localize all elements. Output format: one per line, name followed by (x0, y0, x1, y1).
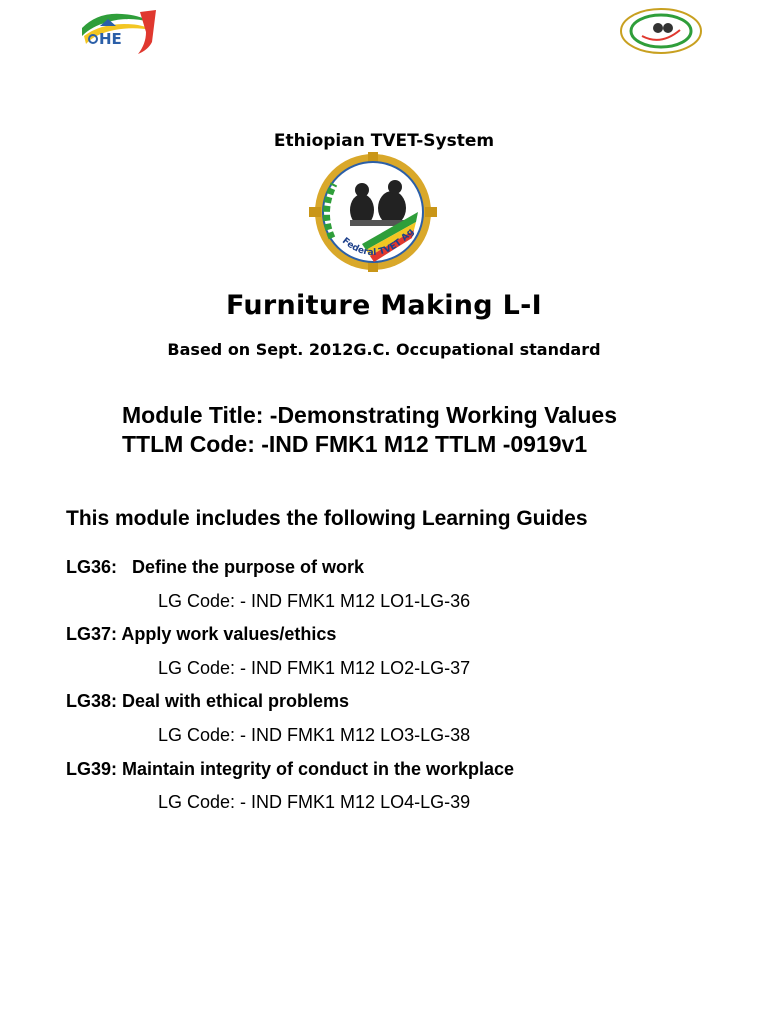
system-title: Ethiopian TVET-System (273, 131, 495, 151)
learning-guide-title: LG39: Maintain integrity of conduct in the workplace (66, 759, 515, 779)
he-logo-text: HE (99, 30, 122, 48)
document-title: Furniture Making L-I (226, 290, 542, 321)
he-logo (78, 6, 160, 58)
learning-guide-code: LG Code: - IND FMK1 M12 LO2-LG-37 (158, 658, 471, 678)
federal-tvet-agency-seal (300, 152, 446, 272)
ttlm-code: TTLM Code: -IND FMK1 M12 TTLM -0919v1 (122, 431, 588, 457)
learning-guide-title: LG38: Deal with ethical problems (66, 691, 350, 711)
agency-seal-small (618, 6, 704, 56)
learning-guides-heading: This module includes the following Learning Guides (66, 507, 588, 530)
seal-text: Federal TVET Ag (339, 226, 417, 259)
learning-guide-code: LG Code: - IND FMK1 M12 LO3-LG-38 (158, 725, 471, 745)
learning-guide-code: LG Code: - IND FMK1 M12 LO1-LG-36 (158, 591, 471, 611)
learning-guide-code: LG Code: - IND FMK1 M12 LO4-LG-39 (158, 792, 471, 812)
learning-guide-title: LG36: Define the purpose of work (66, 557, 365, 577)
occupational-standard-line: Based on Sept. 2012G.C. Occupational standard (167, 340, 601, 359)
learning-guide-title: LG37: Apply work values/ethics (66, 624, 337, 644)
module-title: Module Title: -Demonstrating Working Values (122, 402, 617, 428)
